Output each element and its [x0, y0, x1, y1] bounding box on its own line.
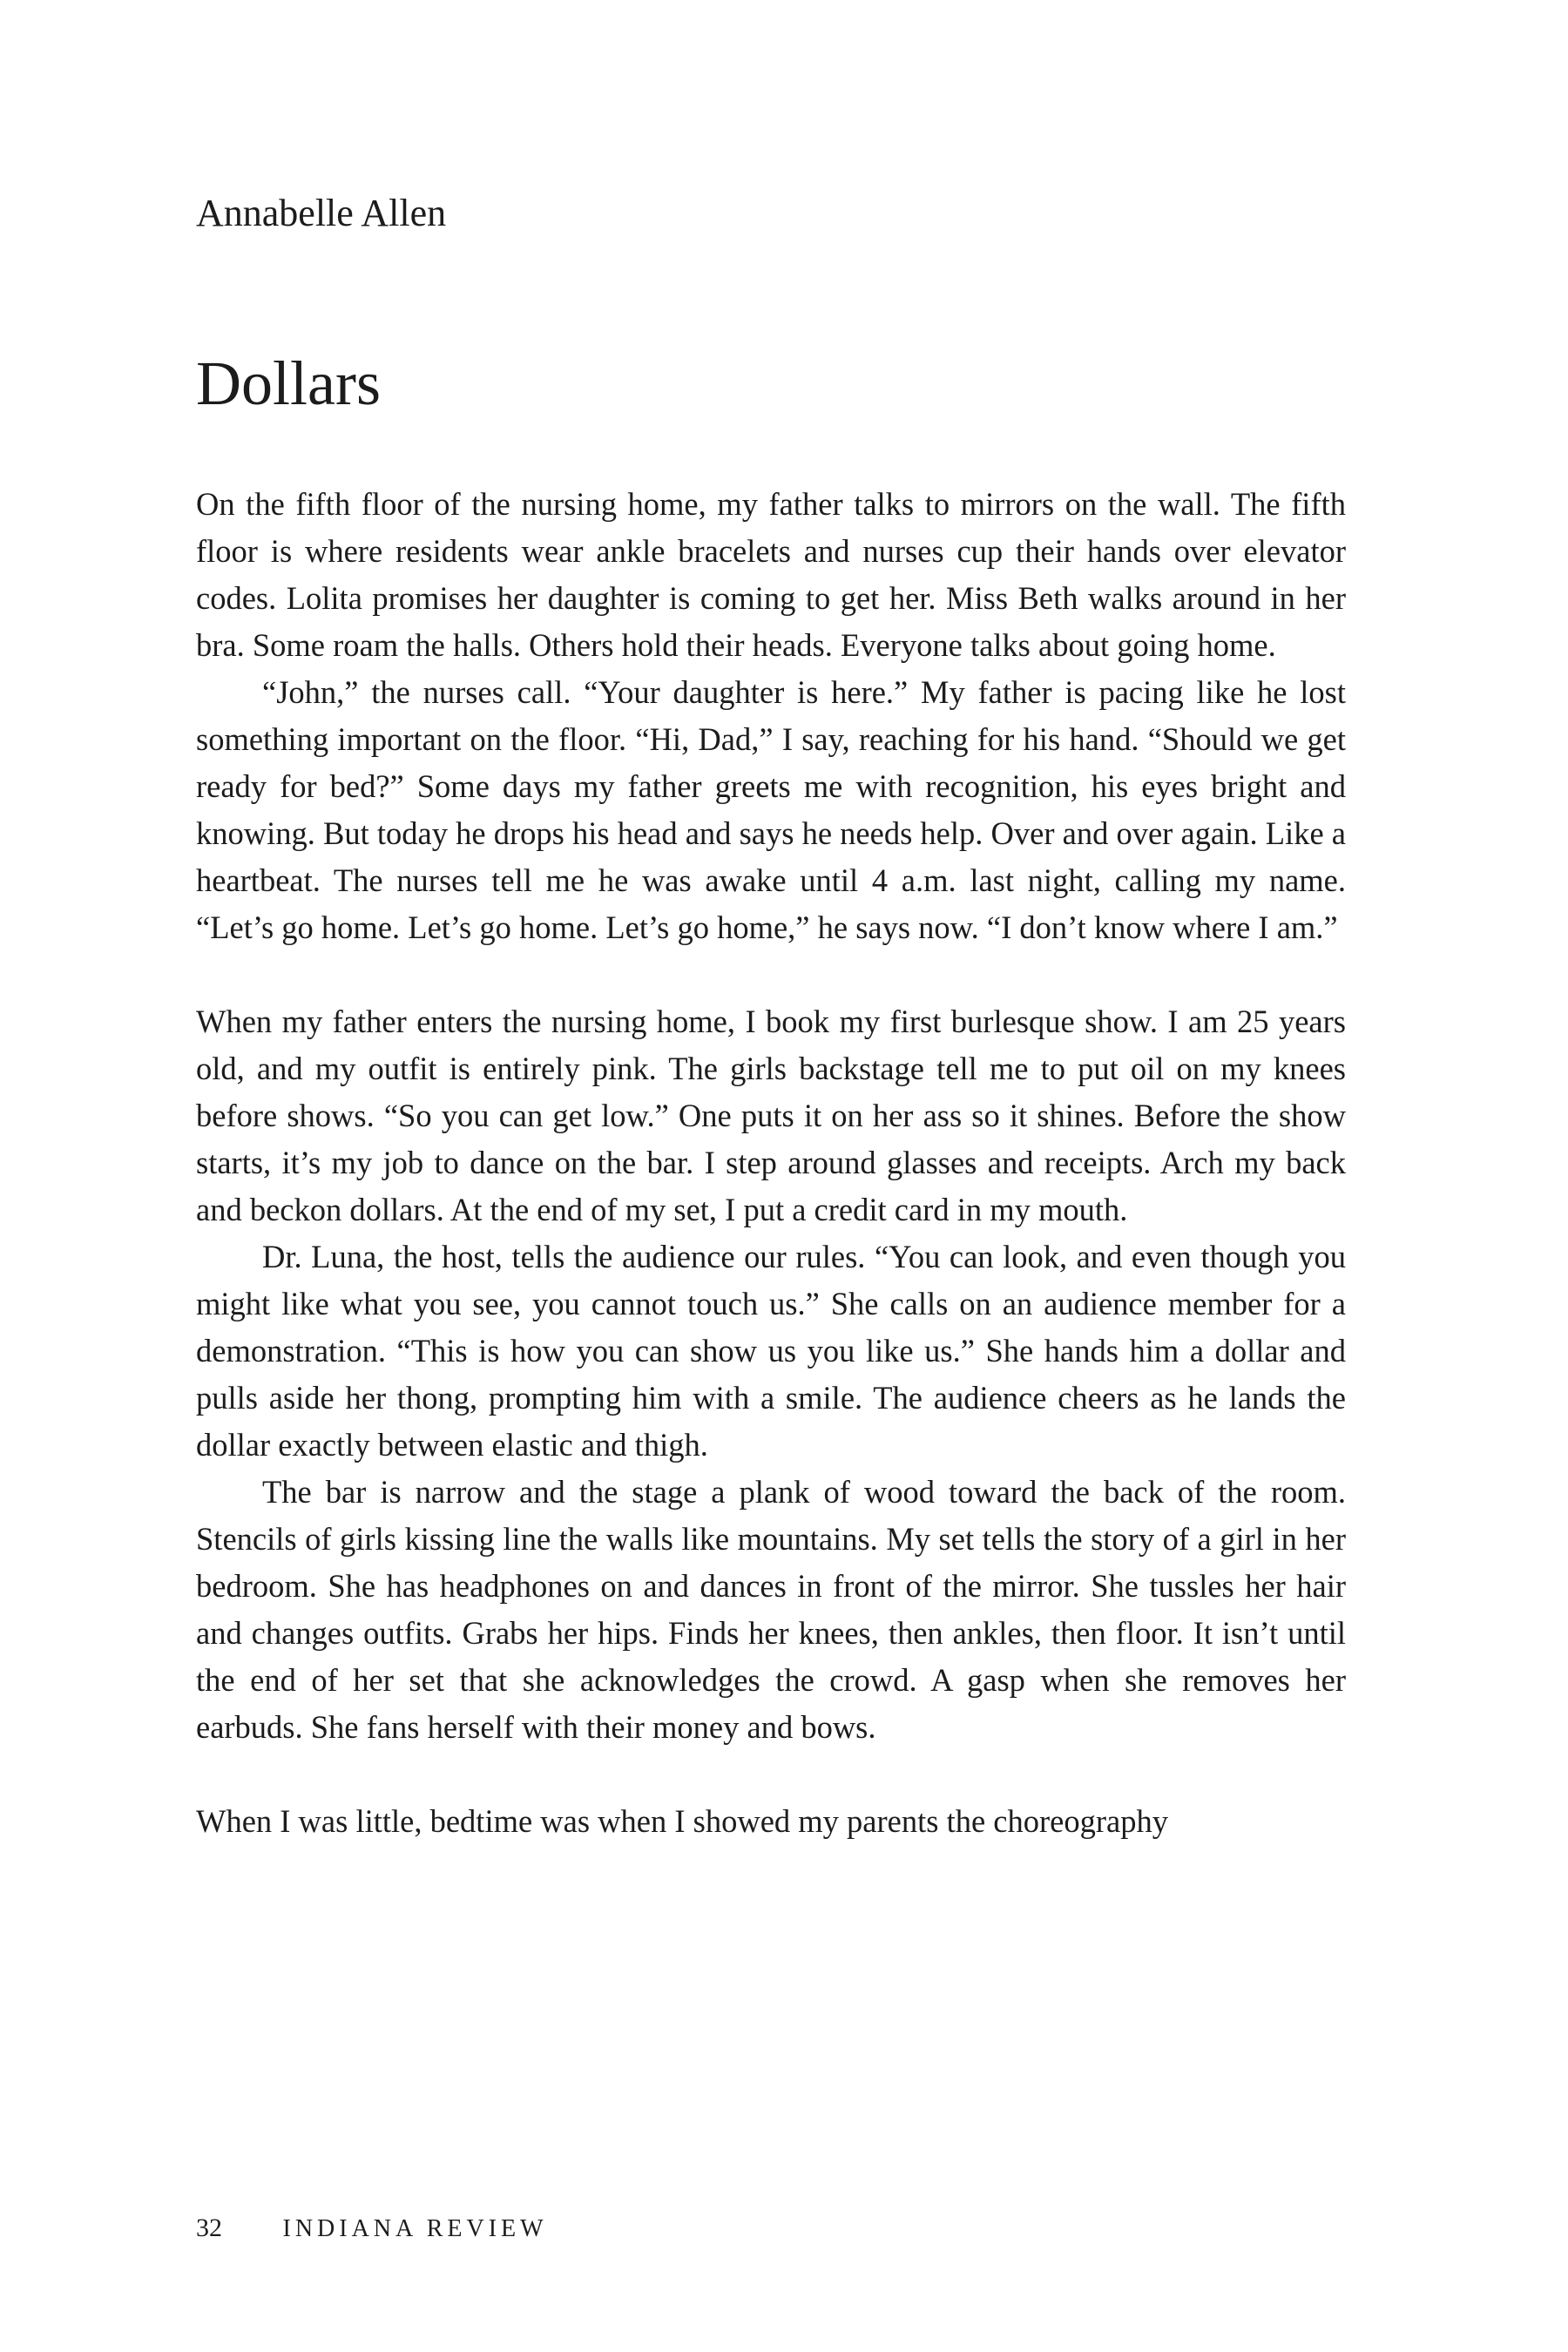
section-1 — [196, 481, 1346, 951]
paragraph: Dr. Luna, the host, tells the audience our rules. “You can look, and even though you might like what you see, you cannot touch us.” She calls on an audience member for a demonstration. “This is how you can show us you like us.” She hands him a dollar and pulls aside her thong, prompting him with a smile. The audience cheers as he lands the dollar exactly between elastic and thigh. — [196, 1239, 1346, 1463]
paragraph: When I was little, bedtime was when I showed my parents the choreography — [196, 1803, 1168, 1839]
essay-body — [196, 481, 1346, 1845]
page-number: 32 — [196, 2213, 222, 2242]
paragraph: “John,” the nurses call. “Your daughter is here.” My father is pacing like he lost something important on the floor. “Hi, Dad,” I say, reaching for his hand. “Should we get ready for bed?” Some days my father greets me with recognition, his eyes bright and knowing. But today he drops his head and says he needs help. Over and over again. Like a heartbeat. The nurses tell me he was awake until 4 a.m. last night, calling my name. “Let’s go home. Let’s go home. Let’s go home,” he says now. “I don’t know where I am.” — [196, 674, 1346, 945]
essay-title: Dollars — [196, 348, 381, 418]
journal-name: INDIANA REVIEW — [282, 2215, 548, 2242]
paragraph: The bar is narrow and the stage a plank of wood toward the back of the room. Stencils of girls kissing line the walls like mountains. My set tells the story of a girl in her bedroom. She has headphones on and dances in front of the mirror. She tussles her hair and changes outfits. Grabs her hips. Finds her knees, then ankles, then floor. It isn’t until the end of her set that she acknowledges the crowd. A gasp when she removes her earbuds. She fans herself with their money and bows. — [196, 1474, 1346, 1745]
section-2 — [196, 998, 1346, 1751]
section-3 — [196, 1798, 1346, 1845]
paragraph: On the fifth floor of the nursing home, my father talks to mirrors on the wall. The fifth floor is where residents wear ankle bracelets and nurses cup their hands over elevator codes. Lolita promises her daughter is coming to get her. Miss Beth walks around in her bra. Some roam the halls. Others hold their heads. Everyone talks about going home. — [196, 486, 1346, 663]
page-footer — [196, 2211, 548, 2246]
author-name: Annabelle Allen — [196, 192, 447, 234]
paragraph: When my father enters the nursing home, I book my first burlesque show. I am 25 years old, and my outfit is entirely pink. The girls backstage tell me to put oil on my knees before shows. “So you can get low.” One puts it on her ass so it shines. Before the show starts, it’s my job to dance on the bar. I step around glasses and receipts. Arch my back and beckon dollars. At the end of my set, I put a credit card in my mouth. — [196, 1004, 1346, 1227]
